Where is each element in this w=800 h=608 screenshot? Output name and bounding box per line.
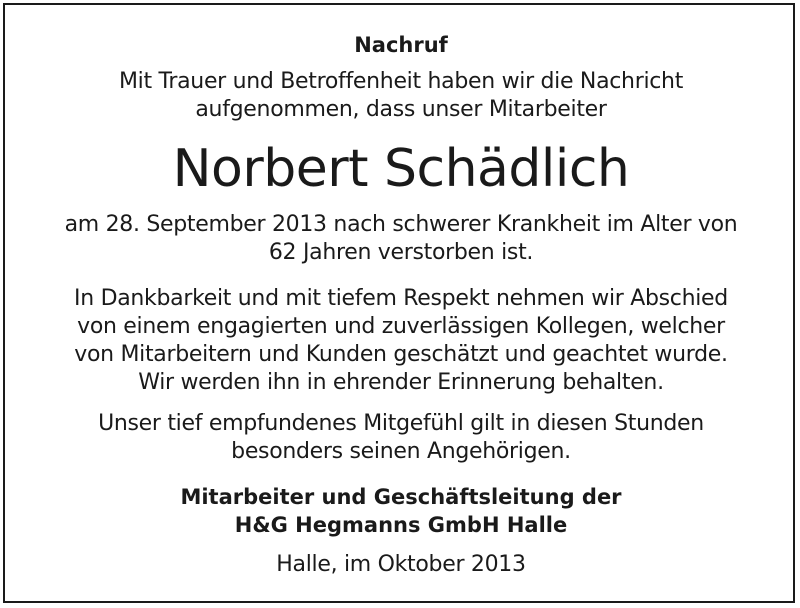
obituary-heading [5,31,797,59]
obituary-frame [3,3,795,603]
intro-paragraph [5,68,797,124]
sympathy-line: Unser tief empfundenes Mitgefühl gilt in diesen Stunden [98,411,704,436]
place-date [5,551,797,579]
death-line: am 28. September 2013 nach schwerer Krankheit im Alter von [64,212,738,237]
deceased-name [5,137,797,201]
intro-line: Mit Trauer und Betroffenheit haben wir die Nachricht [118,69,684,94]
thanks-line: von einem engagierten und zuverlässigen Kollegen, welcher [77,314,725,339]
thanks-line: Wir werden ihn in ehrender Erinnerung behalten. [138,370,664,395]
deceased-name-text: Norbert Schädlich [172,139,630,199]
thanks-line: von Mitarbeitern und Kunden geschätzt und geachtet wurde. [74,342,728,367]
signature-line: Mitarbeiter und Geschäftsleitung der [180,485,622,509]
signature-block [5,483,797,539]
sympathy-line: besonders seinen Angehörigen. [231,439,571,464]
signature-line: H&G Hegmanns GmbH Halle [234,513,568,537]
sympathy-paragraph [5,410,797,466]
death-paragraph [5,211,797,267]
thanks-line: In Dankbarkeit und mit tiefem Respekt nehmen wir Abschied [74,286,728,311]
heading-text: Nachruf [354,33,448,57]
intro-line: aufgenommen, dass unser Mitarbeiter [195,97,607,122]
thanks-paragraph [5,285,797,397]
place-date-text: Halle, im Oktober 2013 [276,552,526,577]
death-line: 62 Jahren verstorben ist. [268,240,534,265]
